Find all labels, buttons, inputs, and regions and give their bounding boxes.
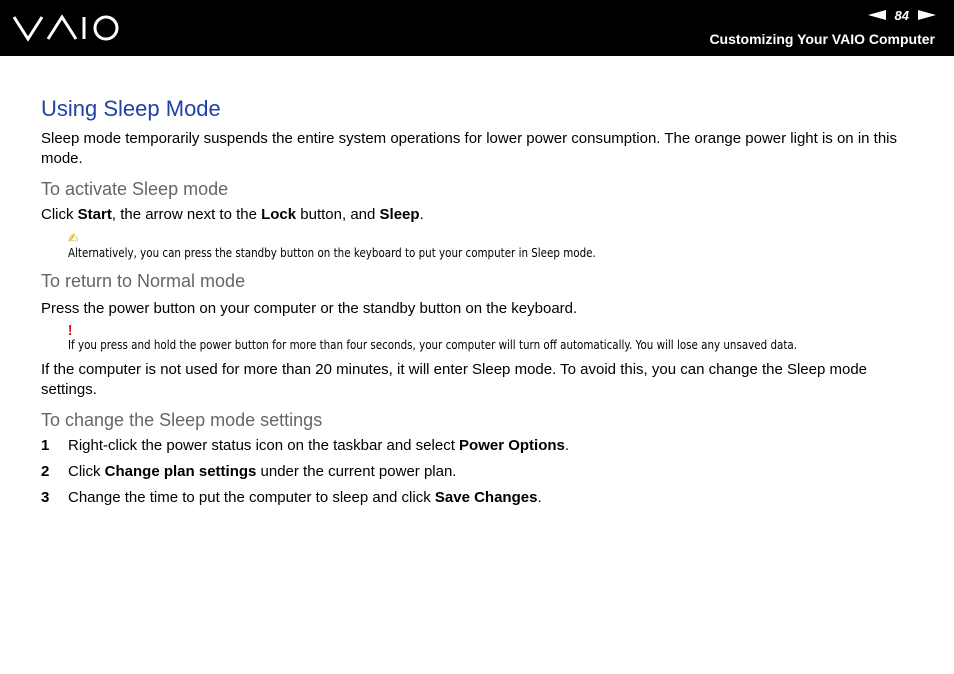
warning-exclamation-icon: ! — [68, 322, 73, 339]
section-title: Customizing Your VAIO Computer — [709, 31, 935, 47]
step-number: 2 — [41, 463, 50, 480]
step-text: Right-click the power status icon on the taskbar and select Power Options. — [68, 437, 570, 454]
step-item — [41, 462, 921, 482]
step-number: 1 — [41, 437, 50, 454]
sleep-label: Sleep — [379, 206, 420, 223]
lock-label: Lock — [261, 206, 297, 223]
page-number: 84 — [894, 7, 909, 23]
return-instruction: Press the power button on your computer or the standby button on the keyboard. — [41, 300, 578, 317]
activate-heading: To activate Sleep mode — [41, 179, 229, 199]
warning-text: If you press and hold the power button for more than four seconds, your computer will turn off automatically. You will lose any unsaved data. — [68, 338, 797, 352]
note-block — [68, 232, 802, 260]
note-text: Alternatively, you can press the standby button on the keyboard to put your computer in Sleep mode. — [68, 246, 596, 260]
step-text: Click Change plan settings under the current power plan. — [68, 463, 457, 480]
start-label: Start — [77, 206, 112, 223]
page-header — [0, 0, 954, 56]
step-item — [41, 436, 921, 456]
step-text: Change the time to put the computer to sleep and click Save Changes. — [68, 489, 542, 506]
return-heading: To return to Normal mode — [41, 271, 246, 291]
steps-list — [41, 436, 921, 508]
activate-instruction: Click Start, the arrow next to the Lock button, and Sleep. — [41, 206, 424, 223]
idle-paragraph: If the computer is not used for more than 20 minutes, it will enter Sleep mode. To avoid this, you can change the Sleep mode settings. — [41, 361, 868, 398]
next-page-arrow-icon[interactable] — [918, 10, 936, 20]
intro-paragraph: Sleep mode temporarily suspends the entire system operations for lower power consumption. The orange power light is on in this mode. — [41, 130, 898, 167]
warning-block — [68, 324, 802, 352]
page-title: Using Sleep Mode — [41, 96, 221, 121]
change-heading: To change the Sleep mode settings — [41, 410, 323, 430]
pencil-note-icon: ✍ — [68, 231, 79, 247]
page-navigation — [868, 7, 936, 23]
step-number: 3 — [41, 489, 50, 506]
previous-page-arrow-icon[interactable] — [868, 10, 886, 20]
vaio-logo — [12, 14, 120, 47]
page-content — [41, 94, 921, 514]
step-item — [41, 488, 921, 508]
